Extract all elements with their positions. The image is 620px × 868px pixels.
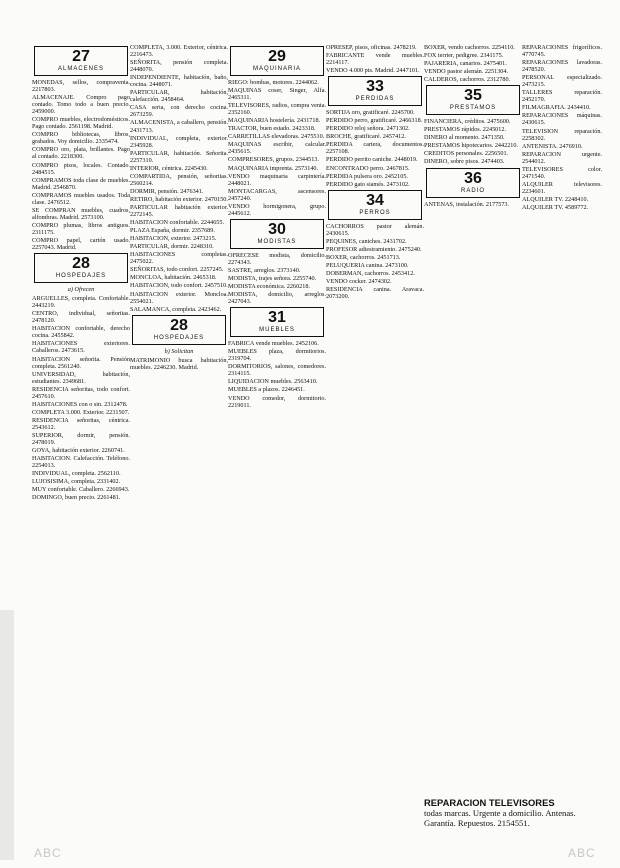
footer-text: todas marcas. Urgente a domicilio. Antenas. Garantía. Repuestos. 2154551. — [424, 808, 576, 828]
classified-ad: PELUQUERIA canina. 2473100. — [326, 261, 409, 269]
classified-ad: MODISTA económica. 2260218. — [228, 283, 310, 291]
column-2 — [130, 44, 228, 856]
classified-ad: HABITACIONES con o sin. 2312478. — [32, 400, 128, 408]
classified-ad: HABITACIONES exteriores. Caballeros. 2473615. — [32, 340, 130, 355]
section-header — [230, 219, 324, 249]
classified-ad: REPARACIONES frigoríficos. 4770745. — [522, 44, 602, 59]
classified-ad: FINANCIERA, créditos. 2475600. — [424, 118, 511, 126]
classified-ad: PRESTAMOS hipotecarios. 2442210. — [424, 142, 519, 150]
classified-ad: COMPARTIDA, pensión, señoritas. 2560214. — [130, 172, 228, 187]
classified-ad: DINERO al momento. 2471350. — [424, 134, 505, 142]
classified-ad: VENDO pastor alemán. 2251304. — [424, 68, 509, 76]
classified-ad: ENCONTRADO perro. 2467815. — [326, 164, 410, 172]
section-header — [328, 190, 422, 220]
classified-ad: MONCLOA, habitación. 2465318. — [130, 274, 217, 282]
footer-ad — [424, 798, 604, 828]
classified-ad: HABITACION exterior. Moncloa. 2554021. — [130, 290, 228, 305]
classified-ad: INDEPENDIENTE, habitación, baño, cocina. 2448071. — [130, 74, 228, 89]
classified-ad: UNIVERSIDAD, habitación, estudiantes. 2349681. — [32, 370, 130, 385]
section-number: 27 — [72, 48, 90, 65]
classified-ad: DINERO, sobre pisos. 2474403. — [424, 158, 505, 166]
section-label: MUEBLES — [259, 327, 295, 334]
classified-ad: MUY confortable. Caballero. 2266943. — [32, 486, 130, 494]
section-label: PRESTAMOS — [449, 105, 497, 112]
classified-ad: MUEBLES a plazos. 2246451. — [228, 386, 305, 394]
classified-ad: ANTENAS, instalación. 2177573. — [424, 200, 510, 208]
classified-ad: BROCHE, gratificaré. 2457412. — [326, 133, 406, 141]
classified-ad: REPARACION urgente. 2544012. — [522, 150, 602, 165]
classified-ad: PAJARERIA, canarios. 2475401. — [424, 60, 507, 68]
classified-ad: OFRECESE modista, domicilio. 2274343. — [228, 251, 326, 266]
classified-ad: INTERIOR, céntrica. 2245430. — [130, 164, 208, 172]
classified-ad: HABITACION, exterior. 2473215. — [130, 235, 217, 243]
classified-ad: PERDIDA pulsera oro. 2452105. — [326, 172, 408, 180]
classified-ad: BOXER, cachorros. 2451713. — [326, 253, 401, 261]
classified-ad: INDIVIDUAL, completa, exterior. 2345928. — [130, 134, 228, 149]
section-label: MAQUINARIA — [252, 66, 301, 72]
classified-ad: SEÑORITAS, todo confort. 2257245. — [130, 266, 224, 274]
classified-ad: PERDIDO gato siamés. 2473102. — [326, 180, 410, 188]
column-5 — [424, 44, 522, 844]
section-number: 30 — [268, 220, 286, 238]
classified-ad: SORTIJA oro, gratificaré. 2245700. — [326, 109, 415, 117]
classified-ad: HABITACION, todo confort. 2457510. — [130, 282, 228, 290]
classified-ad: DORMIR, pensión. 2476341. — [130, 187, 204, 195]
column-1 — [32, 44, 130, 844]
section-label: HOSPEDAJES — [55, 273, 107, 280]
classified-ad: ALQUILER TV. 4589772. — [522, 203, 589, 211]
classified-ad: TELEVISION reparación. 2258302. — [522, 127, 602, 142]
classified-ad: ALMACENAJE. Compro pago contado. Tomo todo a buen precio. 2459000. — [32, 94, 130, 116]
classified-ad: CREDITOS personales. 2256501. — [424, 150, 509, 158]
section-number: 33 — [366, 78, 384, 96]
section-label: RADIO — [460, 187, 485, 194]
section-header — [132, 315, 226, 345]
classified-ad: LUJOSISIMA, completa. 2331402. — [32, 478, 121, 486]
classified-ad: RETIRO, habitación exterior. 2470150. — [130, 195, 228, 203]
classified-ad: COMPRO muebles, electrodomésticos. Pago contado. 2561198. Madrid. — [32, 116, 130, 131]
page-edge-shadow — [0, 610, 14, 860]
classified-ad: DOMINGO, buen precio. 2261481. — [32, 494, 121, 502]
classified-ad: FILMAGRAFIA. 2434410. — [522, 104, 591, 112]
classified-ad: TALLERES reparación. 2452170. — [522, 89, 602, 104]
classified-ad: COMPRO oro, plata, brillantes. Pago al contado. 2218300. — [32, 146, 130, 161]
section-number: 29 — [268, 48, 286, 65]
classified-ad: CENTRO, individual, señoritas. 2478120. — [32, 310, 130, 325]
section-label: PERDIDAS — [355, 96, 395, 103]
classified-ad: TELEVISORES color. 2471540. — [522, 165, 602, 180]
classified-ad: MODISTA, trajes señora. 2255740. — [228, 274, 317, 282]
classified-ad: HABITACION. Calefacción. Teléfono. 2254013. — [32, 455, 130, 470]
classified-ad: TELEVISORES, radios, compra venta. 2352160. — [228, 102, 326, 117]
classified-ad: MAQUINARIA hostelería. 2431718. — [228, 117, 321, 125]
classified-ad: ALQUILER televisores. 2234601. — [522, 180, 602, 195]
section-label: HOSPEDAJES — [153, 334, 205, 341]
classified-ad: RIEGO: bombas, motores. 2244062. — [228, 79, 319, 86]
classified-ad: PROFESOR adiestramiento. 2475240. — [326, 245, 422, 253]
classified-ad: COMPLETA, 3.000. Exterior, céntrica. 2216473. — [130, 44, 228, 59]
classified-ad: PLAZA España, dormir. 2357689. — [130, 227, 215, 235]
classified-ad: FABRICANTE vende muebles. 2214117. — [326, 52, 424, 67]
classified-ad: BOXER, vendo cachorros. 2254110. — [424, 44, 515, 51]
classified-ad: COMPRO plumas, libros antiguos. 2311175. — [32, 221, 130, 236]
classified-ad: MAQUINAS escribir, calcular. 2435615. — [228, 141, 326, 156]
classified-ad: MONTACARGAS, ascensores. 2457240. — [228, 187, 326, 202]
classified-ad: VENDO hormigonera, grupo. 2445612. — [228, 202, 326, 217]
classified-ad: CALDEROS, cachorros. 2312780. — [424, 76, 511, 84]
section-number: 36 — [464, 169, 482, 187]
classified-ad: MAQUINARIA imprenta. 2573140. — [228, 164, 319, 172]
classified-ad: PERSONAL especializado. 2473215. — [522, 74, 602, 89]
classified-ad: COMPRAMOS muebles usados. Toda clase. 2476512. — [32, 191, 130, 206]
classified-ad: MODISTA, domicilio, arreglos. 2427043. — [228, 291, 326, 306]
classified-ad: ANTENISTA. 2476910. — [522, 142, 583, 150]
classified-ad: PEQUINES, caniches. 2431702. — [326, 237, 407, 245]
section-header — [230, 46, 324, 76]
classified-ad: REPARACIONES lavadoras. 2478520. — [522, 59, 602, 74]
column-3 — [228, 44, 326, 856]
watermark-left: ABC — [34, 846, 62, 860]
classified-ad: PARTICULAR, dormir. 2248310. — [130, 243, 214, 251]
classified-ad: SALAMANCA, completa. 2423462. — [130, 305, 222, 313]
section-header — [34, 253, 128, 283]
classified-ad: LIQUIDACION muebles. 2563410. — [228, 378, 318, 386]
section-number: 28 — [170, 316, 188, 334]
classified-ad: RESIDENCIA señoritas, céntrica. 2543612. — [32, 416, 130, 431]
classified-ad: PARTICULAR habitación exterior. 2272145. — [130, 203, 228, 219]
classified-ad: PRESTAMOS rápidos. 2245012. — [424, 126, 507, 134]
classified-ad: HABITACIONES completas. 2475022. — [130, 251, 228, 266]
classified-ad: VENDO 4.000 pts. Madrid. 2447101. — [326, 67, 420, 75]
section-subheading: a) Ofrecen — [67, 286, 95, 294]
classified-ad: RESIDENCIA canina. Aravaca. 2073200. — [326, 286, 424, 301]
classified-ad: PERDIDA cartera, documentos. 2257108. — [326, 141, 424, 156]
classified-ad: DORMITORIOS, salones, comedores. 2314115. — [228, 363, 326, 378]
classified-ad: TRACTOR, buen estado. 2423318. — [228, 125, 316, 133]
classified-ad: ALQUILER TV. 2248410. — [522, 195, 589, 203]
classified-ad: MONEDAS, sellos, compraventa. 2217803. — [32, 79, 130, 94]
section-number: 34 — [366, 191, 384, 209]
classified-ad: HABITACION confortable, derecho cocina. 2455842. — [32, 325, 130, 340]
section-header — [34, 46, 128, 76]
section-header — [426, 85, 520, 115]
classified-ad: OPRESEP, pisos, oficinas. 2478219. — [326, 44, 417, 51]
classified-ad: MAQUINAS coser, Singer, Alfa. 2465311. — [228, 87, 326, 102]
classified-ad: VENDO maquinaria carpintería. 2448021. — [228, 172, 326, 187]
classified-ad: SEÑORITA, pensión completa. 2448070. — [130, 59, 228, 74]
classified-ad: PERDIDO perro, gratificaré. 2466318. — [326, 117, 423, 125]
classified-ad: COMPRO papel, cartón usado. 2257043. Madrid. — [32, 236, 130, 252]
footer-title: REPARACION TELEVISORES — [424, 797, 555, 808]
classified-ad: FABRICA vende muebles. 2452106. — [228, 340, 319, 348]
classified-ad: PARTICULAR, habitación, calefacción. 2458464. — [130, 89, 228, 104]
classified-ad: REPARACIONES máquinas. 2430615. — [522, 112, 602, 127]
classified-ad: CARRETILLAS elevadoras. 2475510. — [228, 133, 325, 141]
section-number: 31 — [268, 309, 286, 327]
classified-ad: COMPRO bibliotecas, libros, grabados. Voy domicilio. 2335474. — [32, 131, 130, 146]
classified-ad: COMPRAMOS toda clase de muebles. Madrid. 2546870. — [32, 176, 130, 191]
section-number: 28 — [72, 255, 90, 273]
classified-ad: VENDO cocker. 2474302. — [326, 277, 392, 285]
section-header — [328, 76, 422, 106]
classified-ad: CASA seria, con derecho cocina. 2673259. — [130, 104, 228, 119]
classified-ad: DOBERMAN, cachorros. 2453412. — [326, 269, 415, 277]
classified-ad: CACHORROS pastor alemán. 2430615. — [326, 222, 424, 237]
classified-ad: VENDO comedor, dormitorio. 2219011. — [228, 394, 326, 409]
section-label: PERROS — [359, 209, 391, 216]
classified-ad: SASTRE, arreglos. 2373140. — [228, 266, 301, 274]
classified-ad: HABITACION señorita. Pensión completa. 2561240. — [32, 355, 130, 370]
section-label: MODISTAS — [257, 238, 297, 245]
section-number: 35 — [464, 87, 482, 105]
classified-ad: ARGUELLES, completa. Confortable. 2443219. — [32, 295, 130, 310]
classified-ad: SE COMPRAN muebles, cuadros, alfombras. Madrid. 2573100. — [32, 206, 130, 221]
classified-ad: COMPRESORES, grupos. 2344513. — [228, 156, 319, 164]
watermark-right: ABC — [568, 846, 596, 860]
classified-ad: MATRIMONIO busca habitación, muebles. 2246230. Madrid. — [130, 356, 228, 371]
classified-ad: RESIDENCIA señoritas, todo confort. 2457610. — [32, 385, 130, 400]
section-header — [230, 307, 324, 337]
classified-ad: FOX terrier, pedigree. 2341175. — [424, 52, 504, 60]
column-6 — [522, 44, 602, 834]
section-subheading: b) Solicitan — [164, 347, 194, 355]
classified-ad: GOYA, habitación exterior. 2260741. — [32, 447, 125, 455]
section-header — [426, 168, 520, 198]
column-4 — [326, 44, 424, 856]
classified-ad: PARTICULAR, habitación. Señorita. 2257310. — [130, 149, 228, 164]
classified-ad: HABITACION confortable. 2244655. — [130, 219, 225, 227]
classified-ad: PERDIDO perrito caniche. 2448019. — [326, 156, 418, 164]
classified-ad: COMPLETA 3.000. Exterior. 2231507. — [32, 408, 130, 416]
section-label: ALMACENES — [57, 66, 104, 72]
classified-ad: SUPERIOR, dormir, pensión. 2478019. — [32, 431, 130, 447]
classified-ad: COMPRO pisos, locales. Contado. 2484515. — [32, 161, 130, 176]
classified-ad: PERDIDO reloj señora. 2471302. — [326, 125, 410, 133]
classified-ad: INDIVIDUAL, completa. 2562110. — [32, 470, 121, 478]
classified-ad: MUEBLES plaza, dormitorios. 2319704. — [228, 348, 326, 363]
classified-ad: ALMACENISTA, a caballero, pensión. 2431713. — [130, 119, 228, 134]
